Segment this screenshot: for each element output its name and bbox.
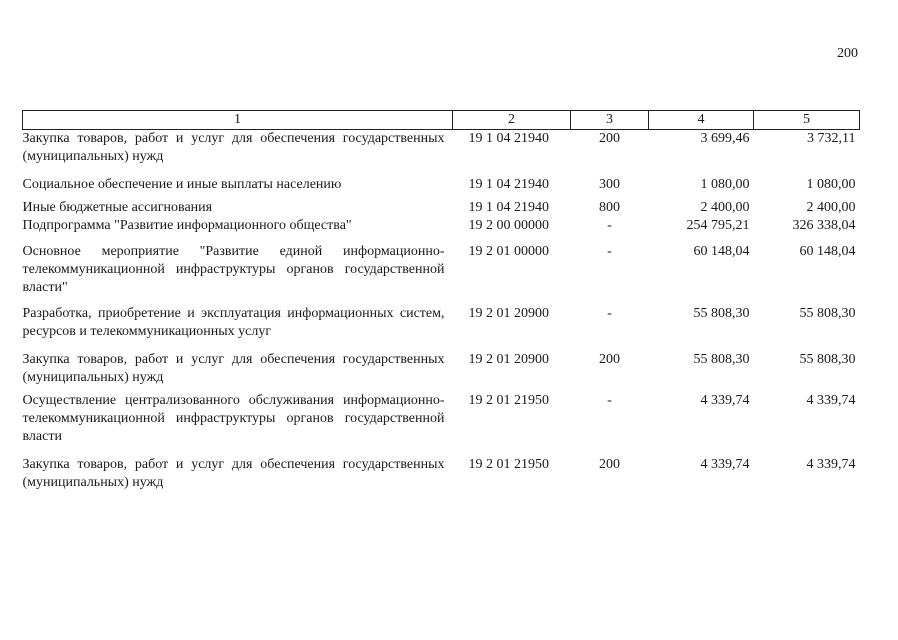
row-type: - bbox=[607, 218, 612, 233]
row-value-col5: 3 732,11 bbox=[807, 131, 856, 146]
table-row bbox=[23, 130, 860, 177]
row-code: 19 2 01 20900 bbox=[468, 352, 549, 367]
row-name: Закупка товаров, работ и услуг для обеспечения государственных (муниципальных) нужд bbox=[22, 457, 445, 490]
table-row bbox=[23, 199, 860, 217]
row-code: 19 2 01 21950 bbox=[468, 393, 549, 408]
row-type: - bbox=[607, 306, 612, 321]
row-value-col4: 2 400,00 bbox=[700, 200, 750, 215]
row-value-col5: 1 080,00 bbox=[806, 177, 856, 192]
row-value-col4: 4 339,74 bbox=[700, 393, 750, 408]
header-col-3: 3 bbox=[571, 111, 649, 130]
row-value-col4: 55 808,30 bbox=[693, 306, 750, 321]
row-type: 200 bbox=[599, 457, 620, 472]
header-col-2: 2 bbox=[453, 111, 571, 130]
table-row bbox=[23, 217, 860, 243]
row-value-col5: 55 808,30 bbox=[799, 306, 856, 321]
row-value-col4: 1 080,00 bbox=[700, 177, 750, 192]
row-code: 19 1 04 21940 bbox=[468, 131, 549, 146]
row-type: 200 bbox=[599, 131, 620, 146]
row-value-col4: 4 339,74 bbox=[700, 457, 750, 472]
row-name: Подпрограмма "Развитие информационного общества" bbox=[22, 218, 352, 233]
row-name: Закупка товаров, работ и услуг для обеспечения государственных (муниципальных) нужд bbox=[22, 131, 445, 164]
row-name: Основное мероприятие "Развитие единой информационно-телекоммуникационной инфраструктуры органов государственной власти" bbox=[22, 244, 445, 295]
row-type: - bbox=[607, 393, 612, 408]
header-row bbox=[23, 111, 860, 130]
row-value-col5: 60 148,04 bbox=[799, 244, 856, 259]
row-type: - bbox=[607, 244, 612, 259]
row-value-col4: 55 808,30 bbox=[693, 352, 750, 367]
row-value-col5: 55 808,30 bbox=[799, 352, 856, 367]
row-code: 19 2 00 00000 bbox=[468, 218, 549, 233]
table-row bbox=[23, 456, 860, 492]
row-code: 19 2 01 00000 bbox=[468, 244, 549, 259]
row-value-col5: 326 338,04 bbox=[792, 218, 856, 233]
header-col-5: 5 bbox=[754, 111, 860, 130]
row-code: 19 1 04 21940 bbox=[468, 200, 549, 215]
row-value-col5: 4 339,74 bbox=[806, 457, 856, 472]
row-code: 19 2 01 21950 bbox=[468, 457, 549, 472]
row-name: Иные бюджетные ассигнования bbox=[22, 200, 213, 215]
table-row bbox=[23, 305, 860, 351]
table-row bbox=[23, 243, 860, 305]
header-col-1: 1 bbox=[23, 111, 453, 130]
header-col-4: 4 bbox=[649, 111, 754, 130]
row-code: 19 1 04 21940 bbox=[468, 177, 549, 192]
row-name: Осуществление централизованного обслуживания информационно-телекоммуникационной инфраструктуры органов государственной власти bbox=[22, 393, 445, 444]
row-type: 300 bbox=[599, 177, 620, 192]
page-number: 200 bbox=[837, 46, 858, 61]
row-value-col4: 3 699,46 bbox=[700, 131, 750, 146]
row-name: Разработка, приобретение и эксплуатация информационных систем, ресурсов и телекоммуникационных услуг bbox=[22, 306, 445, 339]
row-type: 200 bbox=[599, 352, 620, 367]
row-value-col5: 2 400,00 bbox=[806, 200, 856, 215]
row-type: 800 bbox=[599, 200, 620, 215]
table-row bbox=[23, 351, 860, 392]
row-name: Закупка товаров, работ и услуг для обеспечения государственных (муниципальных) нужд bbox=[22, 352, 445, 385]
table-row bbox=[23, 176, 860, 199]
row-value-col4: 60 148,04 bbox=[693, 244, 750, 259]
row-code: 19 2 01 20900 bbox=[468, 306, 549, 321]
budget-table bbox=[22, 110, 860, 492]
row-name: Социальное обеспечение и иные выплаты населению bbox=[22, 177, 342, 192]
row-value-col4: 254 795,21 bbox=[686, 218, 750, 233]
table-row bbox=[23, 392, 860, 456]
row-value-col5: 4 339,74 bbox=[806, 393, 856, 408]
